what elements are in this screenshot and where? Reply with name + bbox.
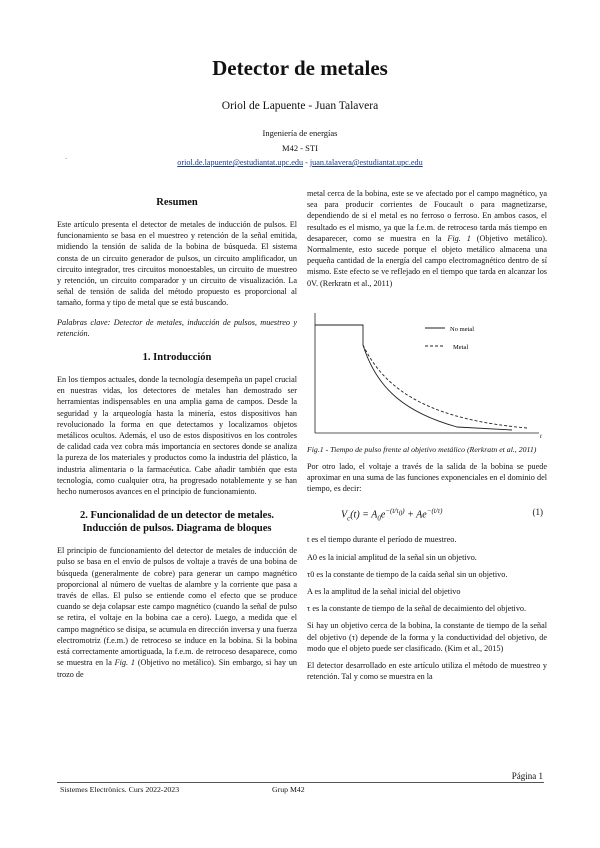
figure-1 xyxy=(307,295,547,443)
legend-no-metal-label: No metal xyxy=(450,325,475,333)
right-text-3: Si hay un objetivo cerca de la bobina, la constante de tiempo de la señal del objetivo (τ) depende de la forma y la conductividad del objetivo, de modo que el objeto puede ser clasificado. (Kim et al., 2015) xyxy=(307,621,547,653)
right-text-1 xyxy=(307,188,547,289)
definition-tau: τ es la constante de tiempo de la señal de decaimiento del objetivo. xyxy=(307,604,527,614)
email-link-1[interactable]: oriol.de.lapuente@estudiantat.upc.edu xyxy=(177,158,304,167)
page-number: Página 1 xyxy=(511,771,543,781)
section-2-heading: 2. Funcionalidad de un detector de metales. Inducción de pulsos. Diagrama de bloques xyxy=(79,510,275,535)
authors: Oriol de Lapuente - Juan Talavera xyxy=(221,100,379,112)
right-text-2: Por otro lado, el voltaje a través de la salida de la bobina se puede aproximar en una suma de las funciones exponenciales en el dominio del tiempo, es decir: xyxy=(307,461,547,494)
equation-number: (1) xyxy=(532,507,543,518)
definition-a0: A0 es la inicial amplitud de la señal sin un objetivo. xyxy=(307,552,477,562)
definition-tau0: τ0 es la constante de tiempo de la caída señal sin un objetivo. xyxy=(307,569,508,579)
email-separator: - xyxy=(303,158,310,167)
right-text-1b: (Objetivo metálico). Normalmente, esto sucede porque el objeto metálico almacena una pequeña cantidad de la energía del campo electromagnético dentro de sí mismo. Este efecto se ve reflejado en el tiempo que tarda en alcanzar los 0V. (Rerkratn et al., 2011) xyxy=(307,233,548,288)
email-line xyxy=(0,158,600,167)
series-no-metal-line xyxy=(315,325,512,430)
email-link-2[interactable]: juan.talavera@estudiantat.upc.edu xyxy=(309,158,423,167)
definition-t: t es el tiempo durante el período de muestreo. xyxy=(307,535,457,545)
affiliation: Ingeniería de energías xyxy=(262,128,338,138)
definition-a: A es la amplitud de la señal inicial del objetivo xyxy=(307,587,461,597)
series-metal-line xyxy=(363,345,527,428)
left-column xyxy=(57,188,297,686)
section-2-text xyxy=(57,545,297,679)
right-text-1a: metal cerca de la bobina, este se ve afectado por el campo magnético, ya sea para producir corrientes de Foucault o para magnetizarse, dependiendo de si el metal es no ferroso o ferroso. En ambos casos, el resultado es el mismo, ya que la f.e.m. de retroceso tarda más tiempo en desaparecer, como se muestra en la xyxy=(307,189,547,243)
keywords: Palabras clave: Detector de metales, inducción de pulsos, muestreo y retención. xyxy=(57,317,297,338)
section-1-heading: 1. Introducción xyxy=(142,352,212,364)
section-2-text-a: El principio de funcionamiento del detector de metales de inducción de pulso se basa en el envío de pulsos de voltaje a través de una bobina de búsqueda (generalmente de cobre) para generar un campo magnético proporcional al número de vueltas de alambre y la corriente que pasa a través de ellas. El pulso se entiende como el efecto que se produce cuando se deja colapsar este campo magnético (cuando la señal de pulso se retira, el voltaje en la bobina cae a cero). Luego, a medida que el campo magnético se disipa, se acumula en dirección inversa y una fuerza electromotriz (f.e.m.) de retroceso se induce en la bobina. Si la bobina está correctamente amortiguada, la f.e.m. de retroceso desaparece, como se muestra en la xyxy=(57,546,297,668)
equation-formula: $V_c(t) = A_0e^{-(t/\tau_0)} + Ae^{-(t/\tau)}$ xyxy=(341,507,443,523)
footer-divider xyxy=(57,782,544,783)
right-column xyxy=(307,188,547,688)
pulse-decay-chart xyxy=(307,295,547,443)
x-axis-label: t xyxy=(540,433,542,440)
section-1-text: En los tiempos actuales, donde la tecnología desempeña un papel crucial en nuestras vidas, los detectores de metales han demostrado ser herramientas indispensables en una amplia gama de campos. Desde la seguridad y la arqueología hasta la minería, estos dispositivos han revolucionado la forma en que detectamos y localizamos objetos metálicos ocultos. Además, el uso de estos dispositivos en los controles de calidad cada vez cobra más importancia en sectores donde se analiza la pureza de los materiales y productos como la industria del plástico, la industria alimentaria o la farmacéutica. Cabe añadir también que esta tecnología, como cualquier otra, ha progresado notablemente y se han hecho numerosos avances en el principio de funcionamiento. xyxy=(57,375,297,497)
figure-caption: Fig.1 - Tiempo de pulso frente al objetivo metálico (Rerkratn et al., 2011) xyxy=(307,444,537,454)
abstract-heading: Resumen xyxy=(156,197,198,208)
figure-reference: Fig. 1 xyxy=(447,233,471,243)
figure-reference: Fig. 1 xyxy=(114,658,135,668)
right-text-4: El detector desarrollado en este artículo utiliza el método de muestreo y retención. Tal y como se muestra en la xyxy=(307,661,547,682)
section-2-text-b: (Objetivo no metálico). Sin embargo, si hay un trozo de xyxy=(57,658,298,679)
footer-group: Grup M42 xyxy=(272,785,305,794)
paper-title: Detector de metales xyxy=(212,56,388,80)
equation-1 xyxy=(307,500,547,528)
stray-dot: . xyxy=(65,152,67,161)
footer-course: Sistemes Electrònics. Curs 2022-2023 xyxy=(60,785,180,794)
abstract-text: Este artículo presenta el detector de metales de inducción de pulsos. El funcionamiento se basa en el muestreo y retención de la señal emitida, midiendo la tensión de salida de la bobina de búsqueda. El sistema consta de un circuito generador de pulsos, un circuito amplificador, un circuito integrador, tres circuitos monoestables, un circuito de muestreo y retención, un circuito comparador y un circuito de visualización. La señal de tensión de salida del método propuesto es proporcional al tamaño, forma y tipo de metal que se está buscando. xyxy=(57,220,297,308)
group-line: M42 - STI xyxy=(282,143,318,153)
legend-metal-label: Metal xyxy=(453,343,469,351)
